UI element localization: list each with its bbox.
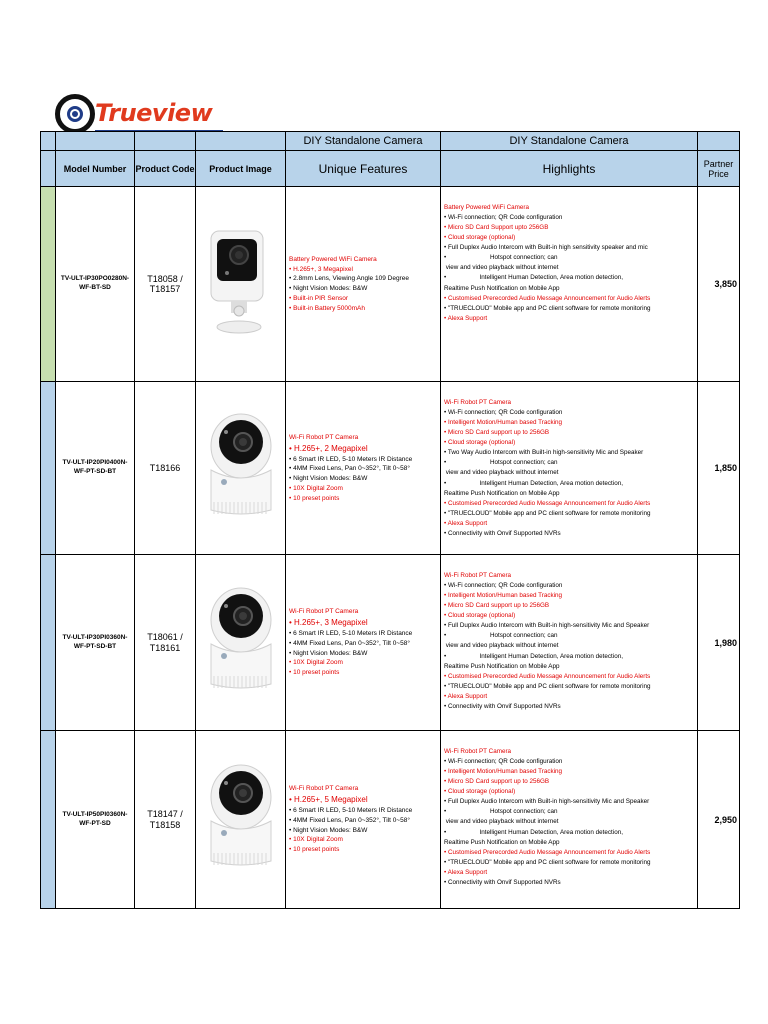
highlight-item: • "TRUECLOUD" Mobile app and PC client software for remote monitoring bbox=[444, 304, 651, 312]
feature-item: Wi-Fi Robot PT Camera bbox=[289, 608, 359, 616]
group-header-features: DIY Standalone Camera bbox=[286, 132, 441, 151]
product-code: T18058 / T18157 bbox=[135, 187, 196, 382]
feature-item: • H.265+, 3 Megapixel bbox=[289, 618, 368, 627]
feature-item: • 10 preset points bbox=[289, 669, 340, 676]
product-image bbox=[196, 382, 286, 555]
highlight-item: Wi-Fi Robot PT Camera bbox=[444, 399, 512, 406]
highlight-item: Realtime Push Notification on Mobile App bbox=[444, 284, 560, 292]
highlight-item: • Connectivity with Onvif Supported NVRs bbox=[444, 529, 561, 537]
group-header-empty bbox=[56, 132, 135, 151]
partner-price: 1,980 bbox=[698, 555, 740, 731]
feature-item: • 2.8mm Lens, Viewing Angle 109 Degree bbox=[289, 275, 409, 283]
highlight-item: • Two Way Audio Intercom with Built-in high-sensitivity Mic and Speaker bbox=[444, 449, 644, 457]
highlight-item: • Wi-Fi connection; QR Code configuration bbox=[444, 758, 563, 766]
header-empty bbox=[41, 151, 56, 187]
feature-item: Battery Powered WiFi Camera bbox=[289, 255, 377, 263]
feature-item: • 6 Smart IR LED, 5-10 Meters IR Distance bbox=[289, 455, 413, 463]
highlight-item: • Micro SD Card support up to 256GB bbox=[444, 602, 550, 610]
group-header-empty bbox=[41, 132, 56, 151]
table-row bbox=[41, 187, 740, 382]
highlight-item: Wi-Fi Robot PT Camera bbox=[444, 572, 512, 579]
product-image bbox=[196, 731, 286, 909]
header-highlights: Highlights bbox=[441, 151, 698, 187]
logo-eye-icon bbox=[55, 94, 95, 134]
group-header-empty bbox=[698, 132, 740, 151]
product-image bbox=[196, 187, 286, 382]
highlight-item: • Alexa Support bbox=[444, 519, 488, 527]
highlight-item: • Intelligent Motion/Human based Tracking bbox=[444, 592, 563, 600]
unique-features bbox=[286, 731, 441, 909]
highlight-item: • Cloud storage (optional) bbox=[444, 788, 516, 796]
partner-price: 1,850 bbox=[698, 382, 740, 555]
highlight-item: • Customised Prerecorded Audio Message Announcement for Audio Alerts bbox=[444, 294, 651, 302]
highlight-item: • Hotspot connection; can bbox=[444, 808, 558, 816]
header-features: Unique Features bbox=[286, 151, 441, 187]
feature-item: Wi-Fi Robot PT Camera bbox=[289, 785, 359, 793]
highlights bbox=[441, 555, 698, 731]
highlight-item: • Alexa Support bbox=[444, 692, 488, 700]
price-list-table bbox=[40, 131, 740, 909]
highlight-item: • Hotspot connection; can bbox=[444, 459, 558, 467]
highlight-item: • Wi-Fi connection; QR Code configuration bbox=[444, 582, 563, 590]
highlight-item: Realtime Push Notification on Mobile App bbox=[444, 662, 560, 670]
column-header-row bbox=[41, 151, 740, 187]
group-header-empty bbox=[196, 132, 286, 151]
highlight-item: • Hotspot connection; can bbox=[444, 254, 558, 262]
header-model: Model Number bbox=[56, 151, 135, 187]
highlight-item: • Micro SD Card support up to 256GB bbox=[444, 429, 550, 437]
highlight-item: view and video playback without internet bbox=[444, 642, 559, 650]
highlight-item: • Alexa Support bbox=[444, 868, 488, 876]
model-number: TV-ULT-IP50PI0360N-WF-PT-SD bbox=[56, 731, 135, 909]
feature-item: • 10X Digital Zoom bbox=[289, 659, 343, 667]
highlight-item: • Cloud storage (optional) bbox=[444, 612, 516, 620]
feature-item: • 4MM Fixed Lens, Pan 0~352°, Tilt 0~58° bbox=[289, 639, 410, 647]
highlight-item: • Micro SD Card Support upto 256GB bbox=[444, 224, 549, 232]
feature-item: Wi-Fi Robot PT Camera bbox=[289, 433, 359, 441]
partner-price: 2,950 bbox=[698, 731, 740, 909]
highlight-item: Battery Powered WiFi Camera bbox=[444, 204, 530, 211]
feature-item: • 4MM Fixed Lens, Pan 0~352°, Tilt 0~58° bbox=[289, 816, 410, 824]
highlight-item: • Customised Prerecorded Audio Message Announcement for Audio Alerts bbox=[444, 848, 651, 856]
feature-item: • 4MM Fixed Lens, Pan 0~352°, Tilt 0~58° bbox=[289, 465, 410, 473]
model-number: TV-ULT-IP20PI0400N-WF-PT-SD-BT bbox=[56, 382, 135, 555]
highlight-item: • Cloud storage (optional) bbox=[444, 234, 516, 242]
feature-item: • H.265+, 3 Megapixel bbox=[289, 265, 353, 273]
row-marker bbox=[41, 555, 56, 731]
highlight-item: • Intelligent Motion/Human based Tracking bbox=[444, 419, 563, 427]
feature-item: • 10X Digital Zoom bbox=[289, 836, 343, 844]
highlight-item: • "TRUECLOUD" Mobile app and PC client software for remote monitoring bbox=[444, 509, 651, 517]
unique-features bbox=[286, 555, 441, 731]
group-header-highlights: DIY Standalone Camera bbox=[441, 132, 698, 151]
highlight-item: • Hotspot connection; can bbox=[444, 632, 558, 640]
feature-item: • 10 preset points bbox=[289, 846, 340, 853]
highlight-item: • "TRUECLOUD" Mobile app and PC client software for remote monitoring bbox=[444, 682, 651, 690]
model-number: TV-ULT-IP30PI0360N-WF-PT-SD-BT bbox=[56, 555, 135, 731]
row-marker bbox=[41, 382, 56, 555]
highlight-item: • "TRUECLOUD" Mobile app and PC client software for remote monitoring bbox=[444, 858, 651, 866]
highlight-item: • Wi-Fi connection; QR Code configuration bbox=[444, 409, 563, 417]
feature-item: • Built-in Battery 5000mAh bbox=[289, 304, 365, 312]
highlight-item: • Intelligent Human Detection, Area motion detection, bbox=[444, 479, 623, 487]
highlight-item: view and video playback without internet bbox=[444, 469, 559, 477]
partner-price: 3,850 bbox=[698, 187, 740, 382]
highlight-item: • Intelligent Human Detection, Area motion detection, bbox=[444, 652, 623, 660]
header-image: Product Image bbox=[196, 151, 286, 187]
highlight-item: • Micro SD Card support up to 256GB bbox=[444, 778, 550, 786]
highlight-item: • Customised Prerecorded Audio Message Announcement for Audio Alerts bbox=[444, 499, 651, 507]
feature-item: • 6 Smart IR LED, 5-10 Meters IR Distance bbox=[289, 630, 413, 637]
product-code: T18061 / T18161 bbox=[135, 555, 196, 731]
feature-item: • Night Vision Modes: B&W bbox=[289, 475, 368, 482]
feature-item: • 10 preset points bbox=[289, 494, 340, 502]
row-marker bbox=[41, 731, 56, 909]
highlight-item: view and video playback without internet bbox=[444, 264, 559, 272]
table-row bbox=[41, 731, 740, 909]
highlight-item: • Full Duplex Audio Intercom with Built-in high sensitivity speaker and mic bbox=[444, 244, 648, 252]
highlight-item: Realtime Push Notification on Mobile App bbox=[444, 838, 560, 846]
highlight-item: • Customised Prerecorded Audio Message Announcement for Audio Alerts bbox=[444, 672, 651, 680]
highlight-item: • Wi-Fi connection; QR Code configuration bbox=[444, 214, 563, 222]
group-header-empty bbox=[135, 132, 196, 151]
highlight-item: • Full Duplex Audio Intercom with Built-in high-sensitivity Mic and Speaker bbox=[444, 622, 650, 630]
highlights bbox=[441, 382, 698, 555]
header-code: Product Code bbox=[135, 151, 196, 187]
feature-item: • H.265+, 5 Megapixel bbox=[289, 795, 368, 804]
unique-features bbox=[286, 382, 441, 555]
header-price: Partner Price bbox=[698, 151, 740, 187]
highlight-item: view and video playback without internet bbox=[444, 818, 559, 826]
highlights bbox=[441, 187, 698, 382]
table-row bbox=[41, 382, 740, 555]
highlight-item: • Alexa Support bbox=[444, 314, 488, 322]
highlight-item: • Full Duplex Audio Intercom with Built-in high-sensitivity Mic and Speaker bbox=[444, 798, 650, 806]
table-row bbox=[41, 555, 740, 731]
highlights bbox=[441, 731, 698, 909]
unique-features bbox=[286, 187, 441, 382]
highlight-item: • Intelligent Human Detection, Area motion detection, bbox=[444, 274, 623, 282]
product-code: T18147 / T18158 bbox=[135, 731, 196, 909]
product-code: T18166 bbox=[135, 382, 196, 555]
feature-item: • Built-in PIR Sensor bbox=[289, 294, 348, 302]
group-header-row bbox=[41, 132, 740, 151]
highlight-item: Wi-Fi Robot PT Camera bbox=[444, 748, 512, 755]
feature-item: • Night Vision Modes: B&W bbox=[289, 649, 368, 657]
highlight-item: • Connectivity with Onvif Supported NVRs bbox=[444, 878, 561, 886]
highlight-item: Realtime Push Notification on Mobile App bbox=[444, 489, 560, 497]
row-marker bbox=[41, 187, 56, 382]
highlight-item: • Connectivity with Onvif Supported NVRs bbox=[444, 702, 561, 710]
brand-name: Trueview bbox=[95, 99, 213, 127]
feature-item: • Night Vision Modes: B&W bbox=[289, 826, 368, 834]
feature-item: • Night Vision Modes: B&W bbox=[289, 285, 368, 292]
highlight-item: • Cloud storage (optional) bbox=[444, 439, 516, 447]
highlight-item: • Intelligent Motion/Human based Tracking bbox=[444, 768, 563, 776]
model-number: TV-ULT-IP30PO0280N-WF-BT-SD bbox=[56, 187, 135, 382]
feature-item: • H.265+, 2 Megapixel bbox=[289, 443, 368, 453]
highlight-item: • Intelligent Human Detection, Area motion detection, bbox=[444, 828, 623, 836]
feature-item: • 6 Smart IR LED, 5-10 Meters IR Distance bbox=[289, 807, 413, 814]
product-image bbox=[196, 555, 286, 731]
feature-item: • 10X Digital Zoom bbox=[289, 484, 343, 492]
